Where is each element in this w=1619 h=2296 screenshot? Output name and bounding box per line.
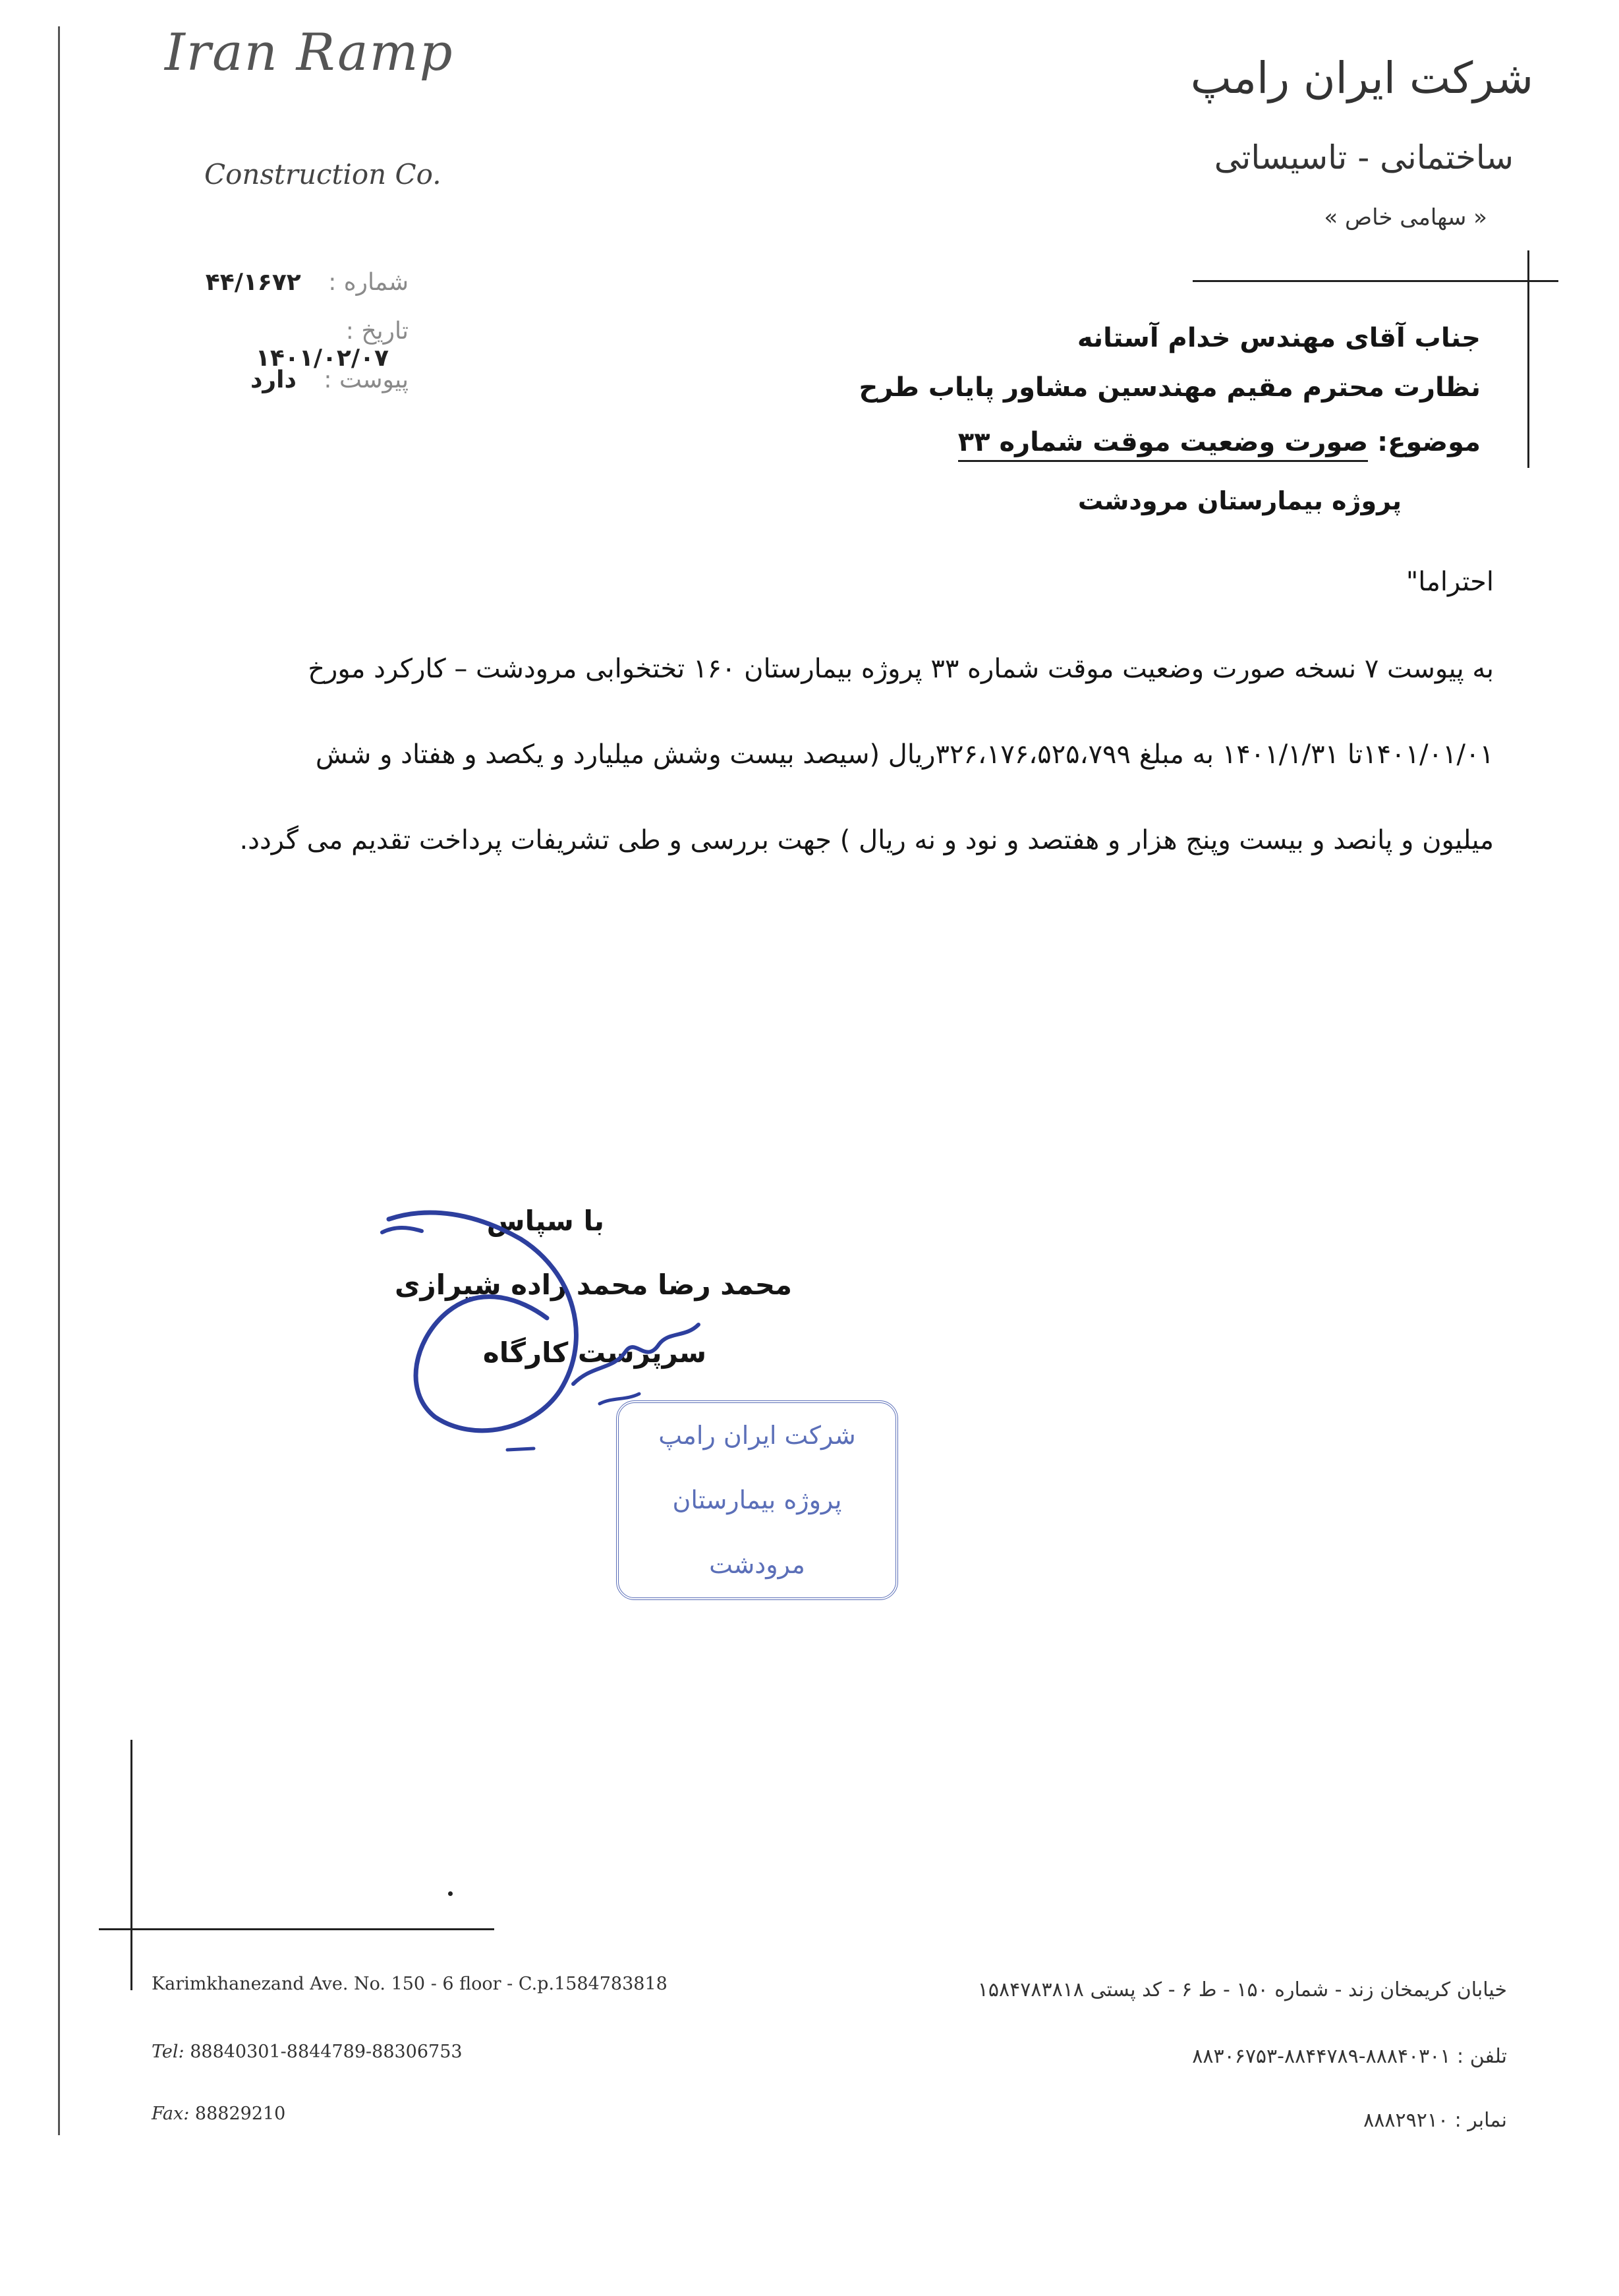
footer-address-fa: خیابان کریمخان زند - شماره ۱۵۰ - ط ۶ - کد پستی ۱۵۸۴۷۸۳۸۱۸ xyxy=(977,1978,1507,2001)
footer-vertical-rule xyxy=(130,1740,132,1990)
project-name: پروژه بیمارستان مرودشت xyxy=(1077,486,1402,515)
body-line-1: به پیوست ۷ نسخه صورت وضعیت موقت شماره ۳۳ پروژه بیمارستان ۱۶۰ تختخوابی مرودشت – کارکرد مورخ xyxy=(308,654,1494,684)
subject-value: صورت وضعیت موقت شماره ۳۳ xyxy=(958,427,1368,462)
stamp-line-3: مرودشت xyxy=(709,1550,805,1579)
addressee-line-2: نظارت محترم مقیم مهندسین مشاور پایاب طرح xyxy=(859,372,1481,403)
stamp-line-1: شرکت ایران رامپ xyxy=(658,1421,856,1450)
company-subtitle-fa: ساختمانی - تاسیساتی xyxy=(1214,138,1514,177)
letter-attachment-value: دارد xyxy=(250,366,297,393)
footer-horizontal-rule xyxy=(99,1928,494,1930)
signature-thanks: با سپاس xyxy=(486,1205,604,1237)
subject-line xyxy=(958,427,1481,457)
letter-attachment-label: پیوست : xyxy=(324,366,409,393)
footer-fax-en xyxy=(152,2104,285,2124)
signer-name: محمد رضا محمد زاده شیرازی xyxy=(395,1269,792,1301)
footer-fax-label-en: Fax: xyxy=(152,2104,190,2124)
addressee-line-1: جناب آقای مهندس خدام آستانه xyxy=(1077,323,1481,353)
left-margin-rule xyxy=(58,26,60,2135)
company-logo-fa: شرکت ایران رامپ xyxy=(1190,53,1533,103)
subject-label: موضوع: xyxy=(1377,427,1481,457)
letter-number-value: ۴۴/۱۶۷۲ xyxy=(205,269,301,296)
letter-date-row xyxy=(191,318,409,372)
greeting: احتراما" xyxy=(1406,567,1494,597)
body-paragraph xyxy=(103,626,1494,883)
footer-fax-value-en: 88829210 xyxy=(194,2104,286,2124)
letter-number-row xyxy=(191,269,409,296)
body-line-2: ۱۴۰۱/۰۱/۰۱تا ۱۴۰۱/۱/۳۱ به مبلغ ۳۲۶،۱۷۶،۵۲۵،۷۹۹ریال (سیصد بیست وشش میلیارد و یکصد و هفتاد و شش xyxy=(315,739,1494,770)
footer-fax-fa: نمابر : ۸۸۸۲۹۲۱۰ xyxy=(1363,2109,1507,2132)
body-line-3: میلیون و پانصد و بیست وپنج هزار و هفتصد و نود و نه ریال ) جهت بررسی و طی تشریفات پرداخت تقدیم می گردد. xyxy=(239,825,1494,855)
footer-tel-value-en: 88840301-8844789-88306753 xyxy=(190,2042,463,2062)
letter-date-value: ۱۴۰۱/۰۲/۰۷ xyxy=(255,345,389,372)
letter-attachment-row xyxy=(191,366,409,393)
signer-title: سرپرست کارگاه xyxy=(482,1336,706,1369)
footer-tel-en xyxy=(152,2042,463,2062)
company-type-fa: « سهامی خاص » xyxy=(1324,204,1487,231)
header-vertical-rule xyxy=(1527,250,1529,468)
letter-date-label: تاریخ : xyxy=(345,318,409,345)
footer-address-en: Karimkhanezand Ave. No. 150 - 6 floor - C.p.1584783818 xyxy=(152,1974,667,1994)
letter-number-label: شماره : xyxy=(328,269,409,296)
handwritten-signature-icon xyxy=(376,1166,784,1483)
stamp-line-2: پروژه بیمارستان xyxy=(672,1485,842,1514)
footer-tel-fa: تلفن : ۸۸۸۴۰۳۰۱-۸۸۴۴۷۸۹-۸۸۳۰۶۷۵۳ xyxy=(1192,2045,1507,2068)
footer-dot xyxy=(448,1891,453,1896)
footer-tel-label-en: Tel: xyxy=(152,2042,185,2062)
company-logo-en: Iran Ramp xyxy=(165,23,454,82)
company-subtitle-en: Construction Co. xyxy=(204,158,441,190)
header-horizontal-rule xyxy=(1193,280,1558,282)
